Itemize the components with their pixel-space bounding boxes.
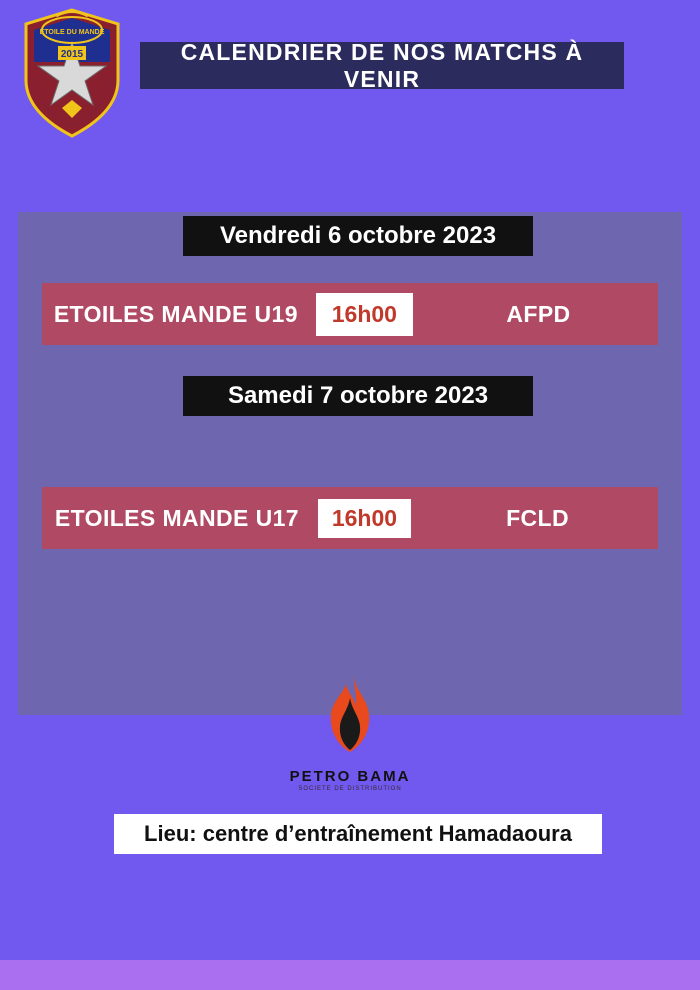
page-title: CALENDRIER DE NOS MATCHS À VENIR [180,38,584,92]
venue-text: Lieu: centre d’entraînement Hamadaoura [144,821,572,846]
away-team-1: AFPD [506,300,571,327]
fixture-row-2 [42,487,658,549]
fixture-date-banner-1 [183,216,533,256]
svg-text:ETOILE DU MANDE: ETOILE DU MANDE [39,29,105,36]
fixture-date-banner-2 [183,376,533,416]
background-band-footer [0,960,700,990]
poster-title-banner [140,38,624,92]
home-team-2: ETOILES MANDE U17 [54,504,299,531]
svg-text:2015: 2015 [60,49,84,60]
venue-banner [114,814,602,854]
background-band-right [682,0,700,960]
sponsor-block [0,672,700,792]
kickoff-time-1: 16h00 [316,293,413,336]
home-team-1: ETOILES MANDE U19 [53,300,298,327]
background-band-left [0,0,18,990]
kickoff-time-2: 16h00 [318,499,411,538]
away-team-2: FCLD [506,504,569,531]
fixture-row-1 [42,283,658,345]
fixture-date-2: Samedi 7 octobre 2023 [227,382,489,409]
sponsor-tagline: SOCIETE DE DISTRIBUTION [298,786,402,792]
fixture-date-1: Vendredi 6 octobre 2023 [219,222,497,249]
club-crest-icon [22,8,122,138]
sponsor-name: PETRO BAMA [289,768,411,785]
flame-icon [315,672,385,764]
